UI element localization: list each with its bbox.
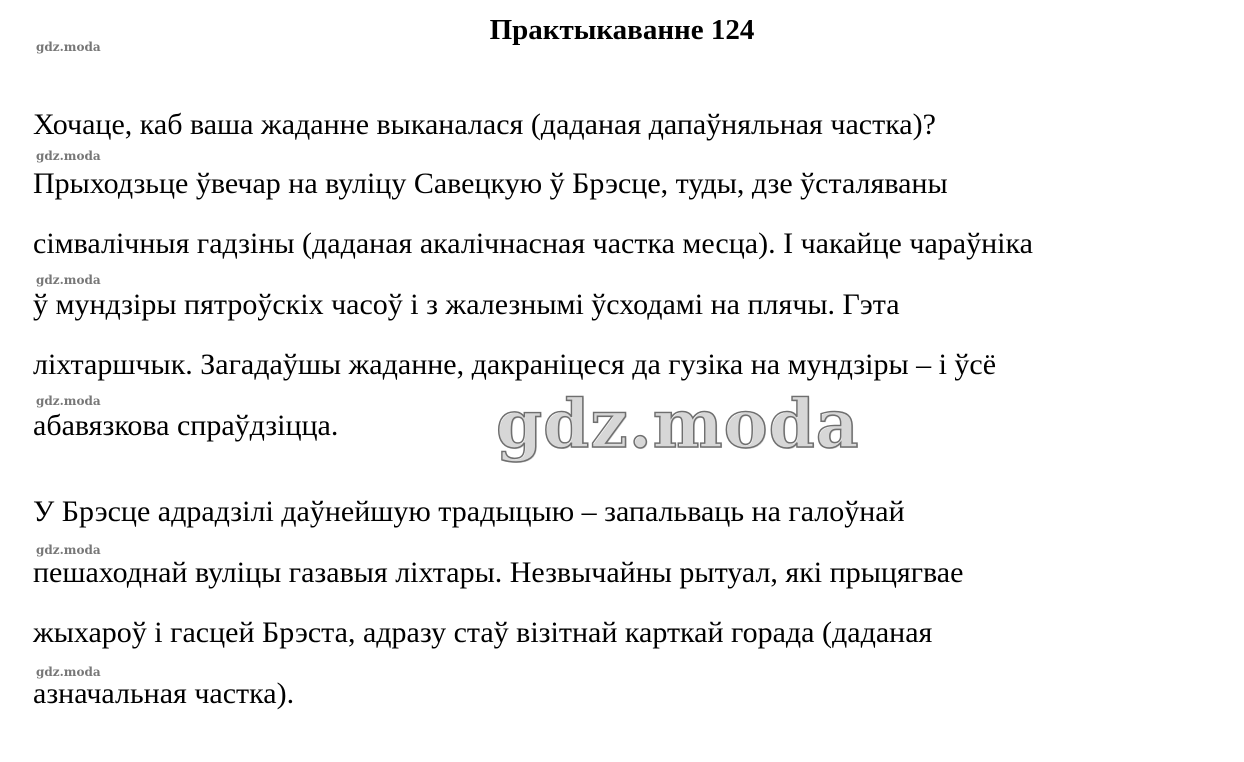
watermark-small: gdz.moda <box>36 149 101 163</box>
watermark-logo: gdz.moda <box>496 385 860 463</box>
watermark-small: gdz.moda <box>36 665 101 679</box>
watermark-small: gdz.moda <box>36 273 101 287</box>
watermark-small: gdz.moda <box>36 543 101 557</box>
text-line: пешаходнай вуліцы газавыя ліхтары. Незвычайны рытуал, які прыцягвае <box>33 556 964 589</box>
text-line: Прыходзьце ўвечар на вуліцу Савецкую ў Брэсце, туды, дзе ўсталяваны <box>33 167 948 200</box>
text-line: У Брэсце адрадзілі даўнейшую традыцыю – запальваць на галоўнай <box>33 495 905 528</box>
text-line: абавязкова спраўдзіцца. <box>33 409 339 442</box>
text-line: азначальная частка). <box>33 677 295 710</box>
text-line: ліхтаршчык. Загадаўшы жаданне, дакраніцеся да гузіка на мундзіры – і ўсё <box>33 348 997 381</box>
text-line: ў мундзіры пятроўскіх часоў і з жалезнымі ўсходамі на плячы. Гэта <box>33 288 900 321</box>
text-line: Хочаце, каб ваша жаданне выканалася (даданая дапаўняльная частка)? <box>33 108 936 141</box>
page-title: Практыкаванне 124 <box>489 14 755 46</box>
text-line: жыхароў і гасцей Брэста, адразу стаў візітнай карткай горада (даданая <box>33 616 933 649</box>
watermark-small: gdz.moda <box>36 394 101 408</box>
text-line: сімвалічныя гадзіны (даданая акалічнасная частка месца). І чакайце чараўніка <box>33 227 1033 260</box>
watermark-small: gdz.moda <box>36 40 101 54</box>
